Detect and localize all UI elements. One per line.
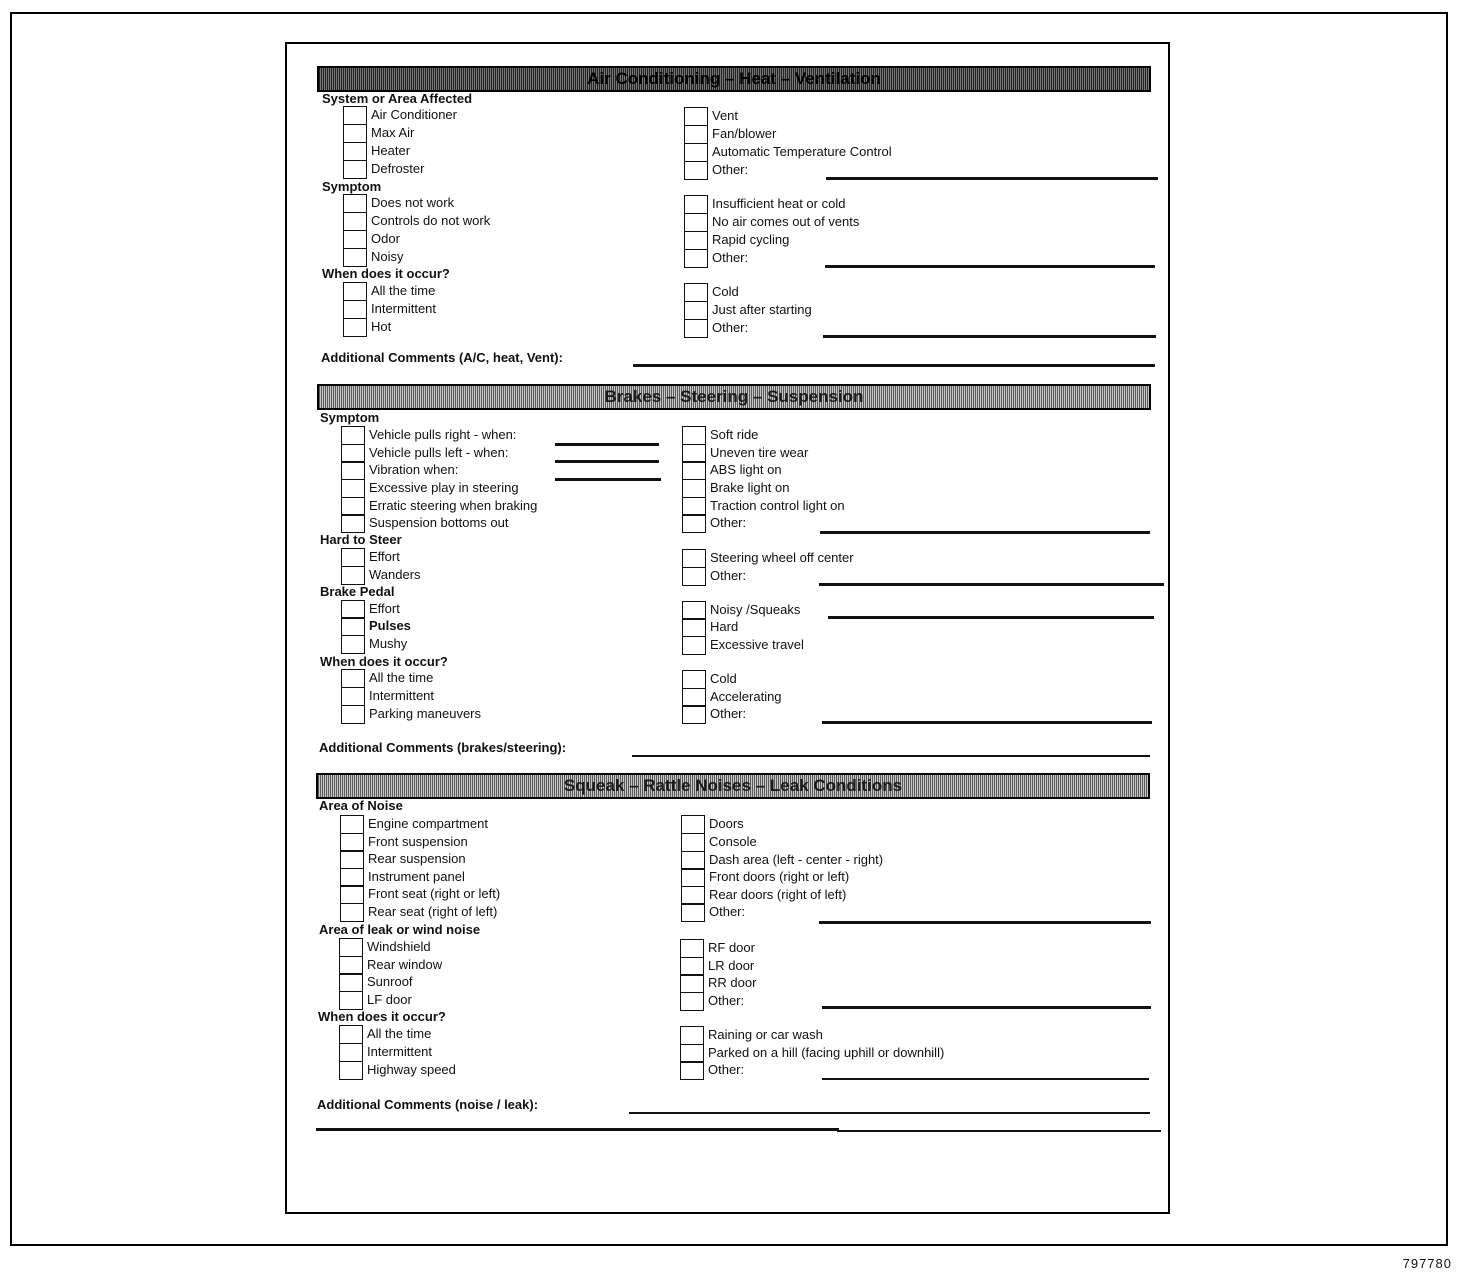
checkbox-box[interactable] [340, 885, 364, 904]
system-area-header: System or Area Affected [322, 91, 473, 106]
noise-when-header: When does it occur? [318, 1009, 446, 1024]
checkbox-box[interactable] [343, 318, 367, 337]
checkbox-box[interactable] [339, 991, 363, 1010]
checkbox-box[interactable] [682, 514, 706, 533]
checkbox-box[interactable] [681, 815, 705, 834]
noise-other-write-line[interactable] [819, 921, 1151, 924]
brakes-symptom-header: Symptom [320, 410, 380, 425]
checkbox-box[interactable] [341, 426, 365, 445]
noise-comments-label: Additional Comments (noise / leak): [317, 1097, 539, 1112]
noisy-squeaks-write-line[interactable] [828, 616, 1154, 619]
checkbox-box[interactable] [680, 1061, 704, 1080]
steer-other-write-line[interactable] [819, 583, 1164, 586]
checkbox-box[interactable] [682, 618, 706, 637]
checkbox-box[interactable] [684, 107, 708, 126]
hvac-comments-write-line[interactable] [633, 364, 1155, 367]
checkbox-box[interactable] [339, 973, 363, 992]
checkbox-box[interactable] [343, 194, 367, 213]
brakes-when-other-write-line[interactable] [822, 721, 1152, 724]
system-other-write-line[interactable] [826, 177, 1158, 180]
leak-area-header: Area of leak or wind noise [319, 922, 481, 937]
noise-comments-write-line[interactable] [629, 1112, 1150, 1114]
checkbox-box[interactable] [680, 939, 704, 958]
checkbox-box[interactable] [341, 705, 365, 724]
checkbox-box[interactable] [343, 124, 367, 143]
brakes-comments-label: Additional Comments (brakes/steering): [319, 740, 567, 755]
brakes-symptom-other-write-line[interactable] [820, 531, 1150, 534]
noise-comments-write-line-2b[interactable] [837, 1130, 1161, 1132]
section-banner-brakes: Brakes – Steering – Suspension [317, 384, 1151, 410]
checkbox-box[interactable] [343, 142, 367, 161]
checkbox-box[interactable] [682, 705, 706, 724]
checkbox-box[interactable] [343, 230, 367, 249]
checkbox-box[interactable] [339, 1061, 363, 1080]
hard-to-steer-header: Hard to Steer [320, 532, 402, 547]
checkbox-box[interactable] [684, 213, 708, 232]
hvac-comments-label: Additional Comments (A/C, heat, Vent): [321, 350, 563, 365]
leak-other-write-line[interactable] [822, 1006, 1151, 1009]
checkbox-box[interactable] [341, 479, 365, 498]
checkbox-box[interactable] [684, 301, 708, 320]
brake-pedal-header: Brake Pedal [320, 584, 395, 599]
symptom-header: Symptom [322, 179, 382, 194]
checkbox-box[interactable] [343, 106, 367, 125]
checkbox-box[interactable] [680, 1026, 704, 1045]
vibration-write-line[interactable] [555, 478, 661, 481]
pulls-left-write-line[interactable] [555, 460, 659, 463]
checkbox-box[interactable] [684, 125, 708, 144]
checkbox-box[interactable] [682, 636, 706, 655]
checkbox-box[interactable] [341, 617, 365, 636]
when-header: When does it occur? [322, 266, 450, 281]
checkbox-box[interactable] [682, 479, 706, 498]
checkbox-box[interactable] [343, 282, 367, 301]
area-of-noise-header: Area of Noise [319, 798, 403, 813]
checkbox-box[interactable] [680, 992, 704, 1011]
section-banner-hvac: Air Conditioning – Heat – Ventilation [317, 66, 1151, 92]
checkbox-box[interactable] [340, 850, 364, 869]
checkbox-box[interactable] [680, 974, 704, 993]
checkbox-box[interactable] [341, 548, 365, 567]
checkbox-box[interactable] [340, 903, 364, 922]
checkbox-box[interactable] [682, 426, 706, 445]
checkbox-box[interactable] [681, 833, 705, 852]
checkbox-box[interactable] [684, 161, 708, 180]
checkbox-box[interactable] [339, 938, 363, 957]
checkbox-box[interactable] [340, 815, 364, 834]
checkbox-box[interactable] [341, 635, 365, 654]
checkbox-box[interactable] [681, 868, 705, 887]
checkbox-box[interactable] [684, 231, 708, 250]
customer-concern-checksheet: Air Conditioning – Heat – Ventilation System or Area Affected Air Conditioner Max Air Heater Defroster Vent Fan/blower Automatic Temperature Control Other: Symptom Does not work Controls do not work Odor Noisy Insufficient heat or cold No air comes out of vents Rapid cycling Other: When does it occur? All the time Intermittent Hot Cold Just after starting Other: Additional Comments (A/C, heat, Vent): Brakes – Steering – Suspension Symptom Vehicle pulls right - when: Vehicle pulls left - when: Vibration when: Excessive play in steering Erratic steering when braking Suspension bottoms out Soft ride Uneven tire wear ABS light on Brake light on Traction control light on Other: Hard to Steer Effort Wanders Steering wheel off center Other: Brake Pedal Effort Pulses Mushy Noisy /Squeaks Hard Excessive travel When does it occur? All the time Intermittent Parking maneuvers Cold Accelerating Other: Additional Comments (brakes/steering): Squeak – Rattle Noises – Leak Conditions Area of Noise Engine compartment Front suspension Rear suspension Instrument panel Front seat (right or left) Rear seat (right of left) Doors Console Dash area (left - center - right) Front doors (right or left) Rear doors (right of left) Other: Area of leak or wind noise Windshield Rear window Sunroof LF door RF door LR door RR door Other: When does it occur? All the time Intermittent Highway speed Raining or car wash Parked on a hill (facing uphill or downhill) Other: Additional Comments (noise / leak): [285, 42, 1170, 1214]
checkbox-box[interactable] [341, 514, 365, 533]
checkbox-box[interactable] [341, 566, 365, 585]
checkbox-box[interactable] [684, 283, 708, 302]
checkbox-box[interactable] [341, 687, 365, 706]
checkbox-box[interactable] [684, 195, 708, 214]
checkbox-box[interactable] [343, 212, 367, 231]
checkbox-box[interactable] [684, 143, 708, 162]
section-banner-squeak: Squeak – Rattle Noises – Leak Conditions [316, 773, 1150, 799]
checkbox-box[interactable] [339, 1025, 363, 1044]
figure-id: 797780 [1402, 1256, 1452, 1271]
checkbox-box[interactable] [684, 319, 708, 338]
checkbox-box[interactable] [682, 567, 706, 586]
noise-when-other-write-line[interactable] [822, 1078, 1149, 1080]
when-other-write-line[interactable] [823, 335, 1156, 338]
noise-comments-write-line-2a[interactable] [316, 1128, 839, 1131]
symptom-other-write-line[interactable] [825, 265, 1155, 268]
checkbox-box[interactable] [341, 669, 365, 688]
checkbox-box[interactable] [339, 1043, 363, 1062]
checkbox-box[interactable] [682, 549, 706, 568]
checkbox-box[interactable] [681, 903, 705, 922]
checkbox-box[interactable] [684, 249, 708, 268]
checkbox-box[interactable] [343, 300, 367, 319]
checkbox-box[interactable] [343, 160, 367, 179]
checkbox-box[interactable] [341, 461, 365, 480]
checkbox-box[interactable] [682, 670, 706, 689]
pulls-right-write-line[interactable] [555, 443, 659, 446]
brakes-comments-write-line[interactable] [632, 755, 1150, 757]
brakes-when-header: When does it occur? [320, 654, 448, 669]
checkbox-box[interactable] [682, 461, 706, 480]
checkbox-box[interactable] [343, 248, 367, 267]
